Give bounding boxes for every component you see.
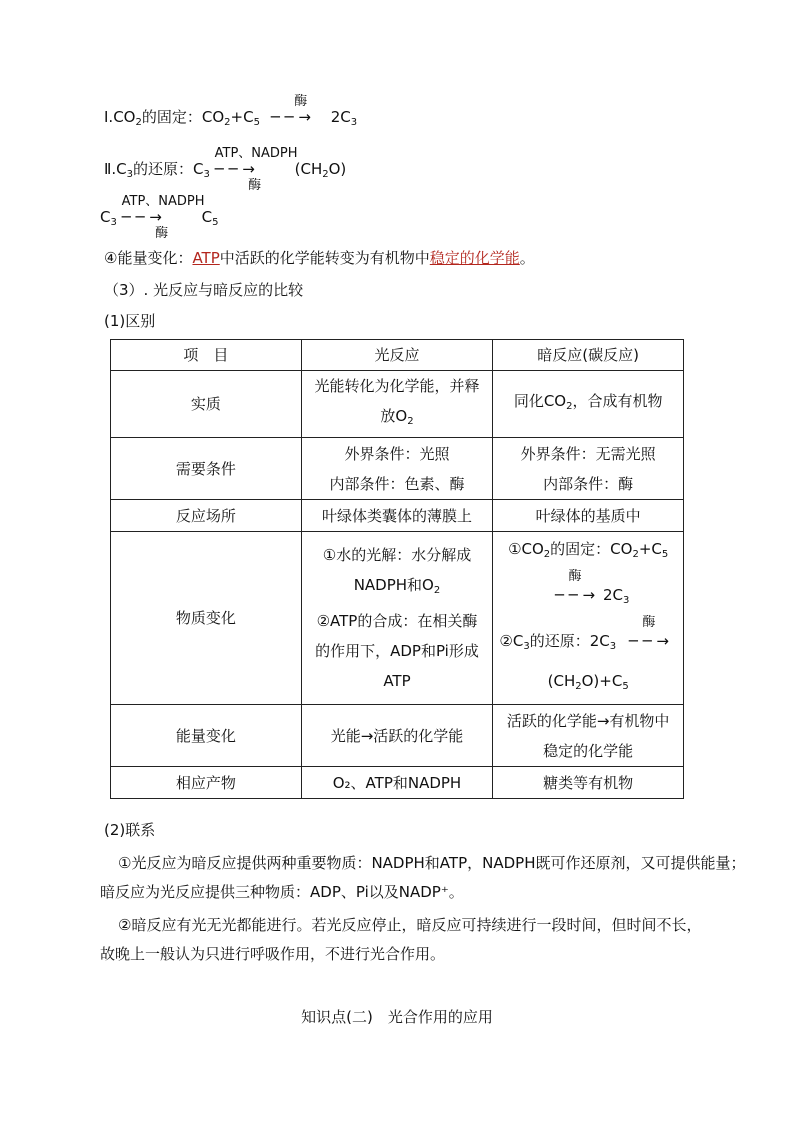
cell-text: 放O [380,407,408,425]
cell-text: ②C [499,632,524,650]
sub-2: 2 [322,169,329,180]
sub-2: 2 [433,585,441,596]
reaction-arrow: ATP、NADPH ─ ─ → 酶 [215,160,295,178]
sub-3: 3 [523,641,530,652]
sub-2: 2 [543,549,551,560]
paragraph-link-2 [118,910,738,940]
eq2-prefix: Ⅱ.C [104,160,127,178]
sub-5: 5 [661,549,669,560]
cell-text: ，合成有机物 [572,392,663,410]
energy-atp-highlight: ATP [192,249,220,267]
catalyst-label: 酶 [294,94,308,109]
energy-mid: 中活跃的化学能转变为有机物中 [219,249,430,267]
catalyst-bottom: 酶 [248,178,262,193]
cell-light [301,532,493,705]
eq1-mid: 的固定：CO [141,108,225,126]
sub-5: 5 [253,117,260,128]
eq3-reactant: C [100,208,111,226]
cell-dark: 叶绿体的基质中 [493,500,684,532]
table-row [111,705,684,767]
section-3-title: （3）. 光反应与暗反应的比较 [104,281,304,299]
equation-co2-fixation [104,94,358,128]
cell-text: 稳定的化学能 [543,741,634,760]
reaction-arrow: ATP、NADPH ─ ─ → 酶 [122,208,202,226]
table-row [111,438,684,500]
cell-text: ②ATP的合成：在相关酶 [316,612,478,630]
catalyst-top: ATP、NADPH [214,146,298,161]
sub-3: 3 [622,595,630,606]
comparison-table [110,339,684,799]
eq2-mid: 的还原：C [133,160,204,178]
cell-dark [493,371,684,438]
cell-text: ①CO [508,540,544,558]
paragraph-text: 暗反应为光反应提供三种物质：ADP、Pi以及NADP⁺。 [100,883,464,901]
sub-2: 2 [566,401,573,412]
cell-dark: 糖类等有机物 [493,767,684,799]
cell-dark [493,705,684,767]
eq1-plus: +C [230,108,254,126]
cell-text: NADPH和O [353,576,434,594]
cell-text: 的固定：CO [550,540,633,558]
cell-text: 内部条件：酶 [543,474,634,493]
cell-light: 叶绿体类囊体的薄膜上 [301,500,493,532]
eq1-product: 2C [330,108,351,126]
sub-5: 5 [212,217,219,228]
row-label: 相应产物 [111,767,302,799]
sub-2: 2 [632,549,639,560]
energy-change-line [104,247,535,268]
energy-stable-highlight: 稳定的化学能 [429,249,520,267]
header-item: 项 目 [111,340,302,371]
table-header-row [111,340,684,371]
table-row [111,767,684,799]
sub-2: 2 [135,117,142,128]
cell-text: 的还原：2C [529,632,610,650]
table-row [111,371,684,438]
paragraph-link-2b [100,939,720,969]
cell-light [301,371,493,438]
catalyst-top: ATP、NADPH [121,194,205,209]
cell-text: 光能转化为化学能，并释 [314,377,480,395]
table-row [111,532,684,705]
cell-text: +C [638,540,662,558]
cell-text: ATP [383,672,411,690]
equation-c3-reduction [104,146,347,193]
paragraph-link-1 [118,848,746,878]
paragraph-text: 故晚上一般认为只进行呼吸作用，不进行光合作用。 [100,945,446,963]
cell-text: O)+C [581,672,623,690]
cell-dark [493,438,684,500]
catalyst-label: 酶 [642,615,656,630]
energy-prefix: ④能量变化： [104,249,193,267]
cell-light [301,438,493,500]
row-label: 实质 [111,371,302,438]
cell-text-line [306,401,489,437]
cell-light: O₂、ATP和NADPH [301,767,493,799]
header-dark-reaction: 暗反应(碳反应) [493,340,684,371]
sub-3: 3 [609,641,617,652]
sub-2: 2 [575,681,582,692]
reaction-arrow: 酶 ─ ─ → [271,108,331,126]
cell-text: 同化CO [513,392,567,410]
cell-text: 2C [602,586,623,604]
cell-text: 外界条件：无需光照 [520,444,656,463]
header-light-reaction: 光反应 [301,340,493,371]
reaction-arrow: 酶 ─ ─ → [547,578,603,612]
sub-3: 3 [126,169,133,180]
paragraph-link-1b [100,877,720,907]
cell-text: 外界条件：光照 [344,444,450,463]
cell-text: 活跃的化学能→有机物中 [506,711,670,730]
energy-end: 。 [519,249,535,267]
sub-5: 5 [622,681,629,692]
paragraph-text: ②暗反应有光无光都能进行。若光反应停止，暗反应可持续进行一段时间，但时间不长， [118,916,702,934]
paragraph-text: ①光反应为暗反应提供两种重要物质：NADPH和ATP，NADPH既可作还原剂，又可提供能量； [118,854,746,872]
row-label: 物质变化 [111,532,302,705]
subsection-link: (2)联系 [104,821,156,839]
row-label: 能量变化 [111,705,302,767]
eq2-product: (CH [294,160,323,178]
cell-text-line [497,664,679,704]
reaction-arrow: 酶 ─ ─ → [621,624,677,658]
knowledge-heading: 知识点(二) 光合作用的应用 [301,1008,493,1026]
cell-dark [493,532,684,705]
table-row [111,500,684,532]
row-label: 需要条件 [111,438,302,500]
sub-3: 3 [203,169,210,180]
sub-2: 2 [407,416,414,427]
row-label: 反应场所 [111,500,302,532]
catalyst-bottom: 酶 [155,226,169,241]
cell-text-line [497,615,679,664]
equation-c3-regeneration [100,194,219,241]
cell-text: 的作用下，ADP和Pi形成 [315,642,479,660]
cell-text: (CH [547,672,576,690]
sub-3: 3 [350,117,358,128]
eq2-product-end: O) [328,160,347,178]
catalyst-label: 酶 [568,569,582,584]
subsection-difference: (1)区别 [104,312,156,330]
cell-text-line [306,570,489,606]
eq1-prefix: Ⅰ.CO [104,108,136,126]
cell-text: 内部条件：色素、酶 [329,474,465,493]
cell-light: 光能→活跃的化学能 [301,705,493,767]
cell-text: ①水的光解：水分解成 [322,546,472,564]
eq3-product: C [201,208,213,226]
sub-3: 3 [110,217,117,228]
sub-2: 2 [224,117,231,128]
